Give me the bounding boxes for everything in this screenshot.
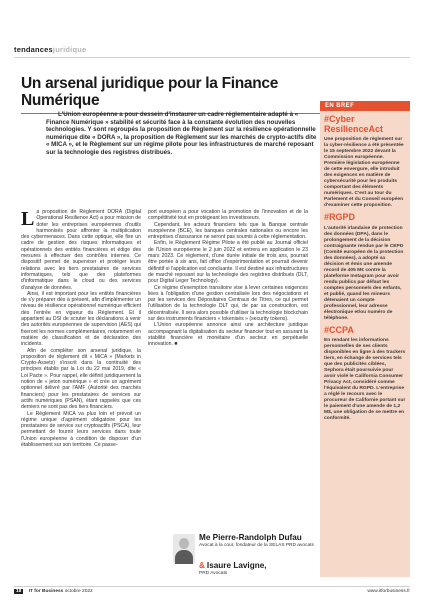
author-photo xyxy=(173,534,195,564)
sidebar-item xyxy=(320,213,410,322)
paragraph: Afin de compléter son arsenal juridique, la proposition de règlement dit « MiCA » (Markets in Crypto-Assets) s'inscrit dans la continuité des principes établis par la Loi du 22 mai 2019, dite « Loi Pacte ». Pour rappel, elle définit juridiquement la notion de « jeton numérique » et crée un agrément optionnel délivré par l'AMF (Autorité des marchés financiers) pour les prestataires de services sur actifs numériques (PSAN), étant rappelés que ces derniers ne sont pas des tiers financiers. xyxy=(21,347,141,411)
sidebar-item-title: #Cyber ResilienceAct xyxy=(324,114,384,134)
column-2 xyxy=(148,209,308,348)
author-1-name: Me Pierre-Randolph Dufau xyxy=(199,533,302,542)
author-2 xyxy=(199,562,324,576)
sidebar-item-text: En rendant les informations personnelles de ses clients disponibles en ligne à des trackers tiers, en échange de services tels que des publicités ciblées, Sephora était poursuivie pour avoir violé le California Consumer Privacy Act, considéré comme l'équivalent du RGPD. L'entreprise a réglé le recours avec le procureur de Californie portant sur le paiement d'une amende de 1,2 M$, une obligation de se mettre en conformité. xyxy=(324,338,406,421)
publication-name: IT for Business xyxy=(28,589,64,594)
section-sub: juridique xyxy=(52,45,87,54)
article-title: Un arsenal juridique pour la Finance Numérique xyxy=(21,75,279,109)
dropcap: L xyxy=(21,208,35,230)
sidebar-item xyxy=(320,326,410,423)
author-separator: & xyxy=(199,561,205,570)
top-divider xyxy=(14,57,410,58)
section-tag xyxy=(14,45,86,54)
paragraph-text: a proposition de Règlement DORA (Digital Operational Resilience Act) a pour mission de doter les entreprises européennes d'outils harmonisés pour affronter la multiplication des cybermenaces. Dans cette optique, elle fixe un cadre de gestion des risques informatiques et opérationnels des entités financières et édige des mesures à effectuer des contrôles internes. Ce dispositif permet de superviser et protéger leurs relations avec les tiers prestataires de services informatiques, tels que des plateformes d'informatique dans le cloud ou des services d'analyse de données. xyxy=(21,209,141,291)
paragraph: Cependant, les acteurs financiers tels que la Banque centrale européenne (BCE), les banques centrales nationales ou encore les entreprises d'assurance ne seront pas soumis à cette réglementation. xyxy=(148,221,308,241)
footer-divider xyxy=(14,586,410,587)
paragraph: Ainsi, il est important pour les entités financières de s'y préparer dès à présent, afin d'implémenter un niveau de résilience opérationnel numérique efficient dès l'entrée en vigueur du Règlement. Et il appartient au DSI de scruter les déclarations à venir des autorités européennes de supervision (AES) qui fixeront les normes complémentaires, notamment en matière de classification et de déclaration des incidents. xyxy=(21,290,141,348)
section-main: tendances xyxy=(14,45,53,54)
sidebar-en-bref xyxy=(320,101,410,577)
page-number: 18 xyxy=(16,589,22,594)
sidebar-item-text: L'autorité irlandaise de protection des données (DPA), dans le prolongement de la décision contraignante rendue par le CEPD (Comité européen de la protection des données), a adopté sa décision et émis une amende record de 405 M€ contre la plateforme Instagram pour avoir rendu publics par défaut les comptes personnels des enfants, et publié, quand les mineurs détenaient un compte professionnel, leur adresse électronique et/ou numéro de téléphone. xyxy=(324,225,404,321)
sidebar-item-title: #CCPA xyxy=(324,324,354,335)
issue-date: octobre 2022 xyxy=(64,589,93,594)
paragraph xyxy=(21,209,141,291)
author-1-role: Avocat à la cour, fondateur de la SELAS PRD avocats xyxy=(199,542,314,548)
author-2-role: PRD Avocats xyxy=(199,570,228,576)
article-lead-text: L'Union européenne a pour dessein d'instaurer un cadre réglementaire adapté à « Finance Numérique » stabilité et sécurité face à la constante évolution des nouvelles technologies. Y sont regroupés la proposition de Règlement sur la résilience opérationnelle numérique dite « DORA », la proposition de Règlement sur les marchés de crypto-actifs dite « MICA », et le Règlement sur un régime pilote pour les infrastructures de marché reposant sur la technologie des registres distribués. xyxy=(46,111,317,156)
column-1 xyxy=(21,209,141,448)
sidebar-header: EN BREF xyxy=(320,101,410,111)
paragraph: L'Union européenne annonce ainsi une architecture juridique accompagnant la digitalisation du secteur financier tout en assurant la stabilité financière et monétaire d'un secteur en perpétuelle innovation. ■ xyxy=(148,322,308,348)
sidebar-item-text: Une proposition de règlement sur la cyber-résilience a été présentée le 15 septembre 2022 devant la Commission européenne. Première législation européenne de cette envergure, elle introduit des exigences en matière de cybersécurité pour les produits comportant des éléments numériques. C'est au tour du Parlement et du Conseil européen d'examiner cette proposition. xyxy=(324,137,404,208)
paragraph: Le Règlement MiCA va plus loin et prévoit un régime unique d'agrément obligatoire pour les prestataires de service sur cryptoactifs (PSCA), leur permettant de fournir leurs services dans toute l'Union européenne à condition de disposer d'un établissement sur son territoire. Ce passe- xyxy=(21,410,141,448)
sidebar-item-title: #RGPD xyxy=(324,212,356,222)
sidebar-item xyxy=(320,115,410,209)
author-2-name: Isaure Lavigne, xyxy=(206,561,267,570)
article-lead xyxy=(46,111,318,157)
publication-url[interactable]: www.itforbusiness.fr xyxy=(367,589,410,594)
paragraph: Ce régime d'exemption transitoire vise à lever certaines exigences liées à l'obligation d'une gestion centralisée lors des négociations et par les services des Dépositaires Centraux de Titres, ce qui permet l'utilisation de la technologie DLT qui, de par sa construction, est décentralisée. Il sera alors possible d'utiliser la technologie blockchain sur des instruments financiers « tokenisés » (security tokens). xyxy=(148,284,308,323)
paragraph: Enfin, le Règlement Régime Pilote a été publié au Journal officiel de l'Union européenne le 2 juin 2022 et entrera en application le 23 mars 2023. Ce règlement, d'une durée initiale de trois ans, pourrait être portée à six ans, fait office d'expérimentation et pourrait devenir définitif si l'application est concluante. Il est destiné aux infrastructures de marché reposant sur la technologie des registres distribués (DLT, pour Digital Leger Technology). xyxy=(148,240,308,285)
page-footer xyxy=(14,589,410,594)
paragraph: port européen a pour vocation la promotion de l'innovation et de la compétitivité tout en protégeant les investisseurs. xyxy=(148,209,308,222)
author-1 xyxy=(199,534,324,548)
